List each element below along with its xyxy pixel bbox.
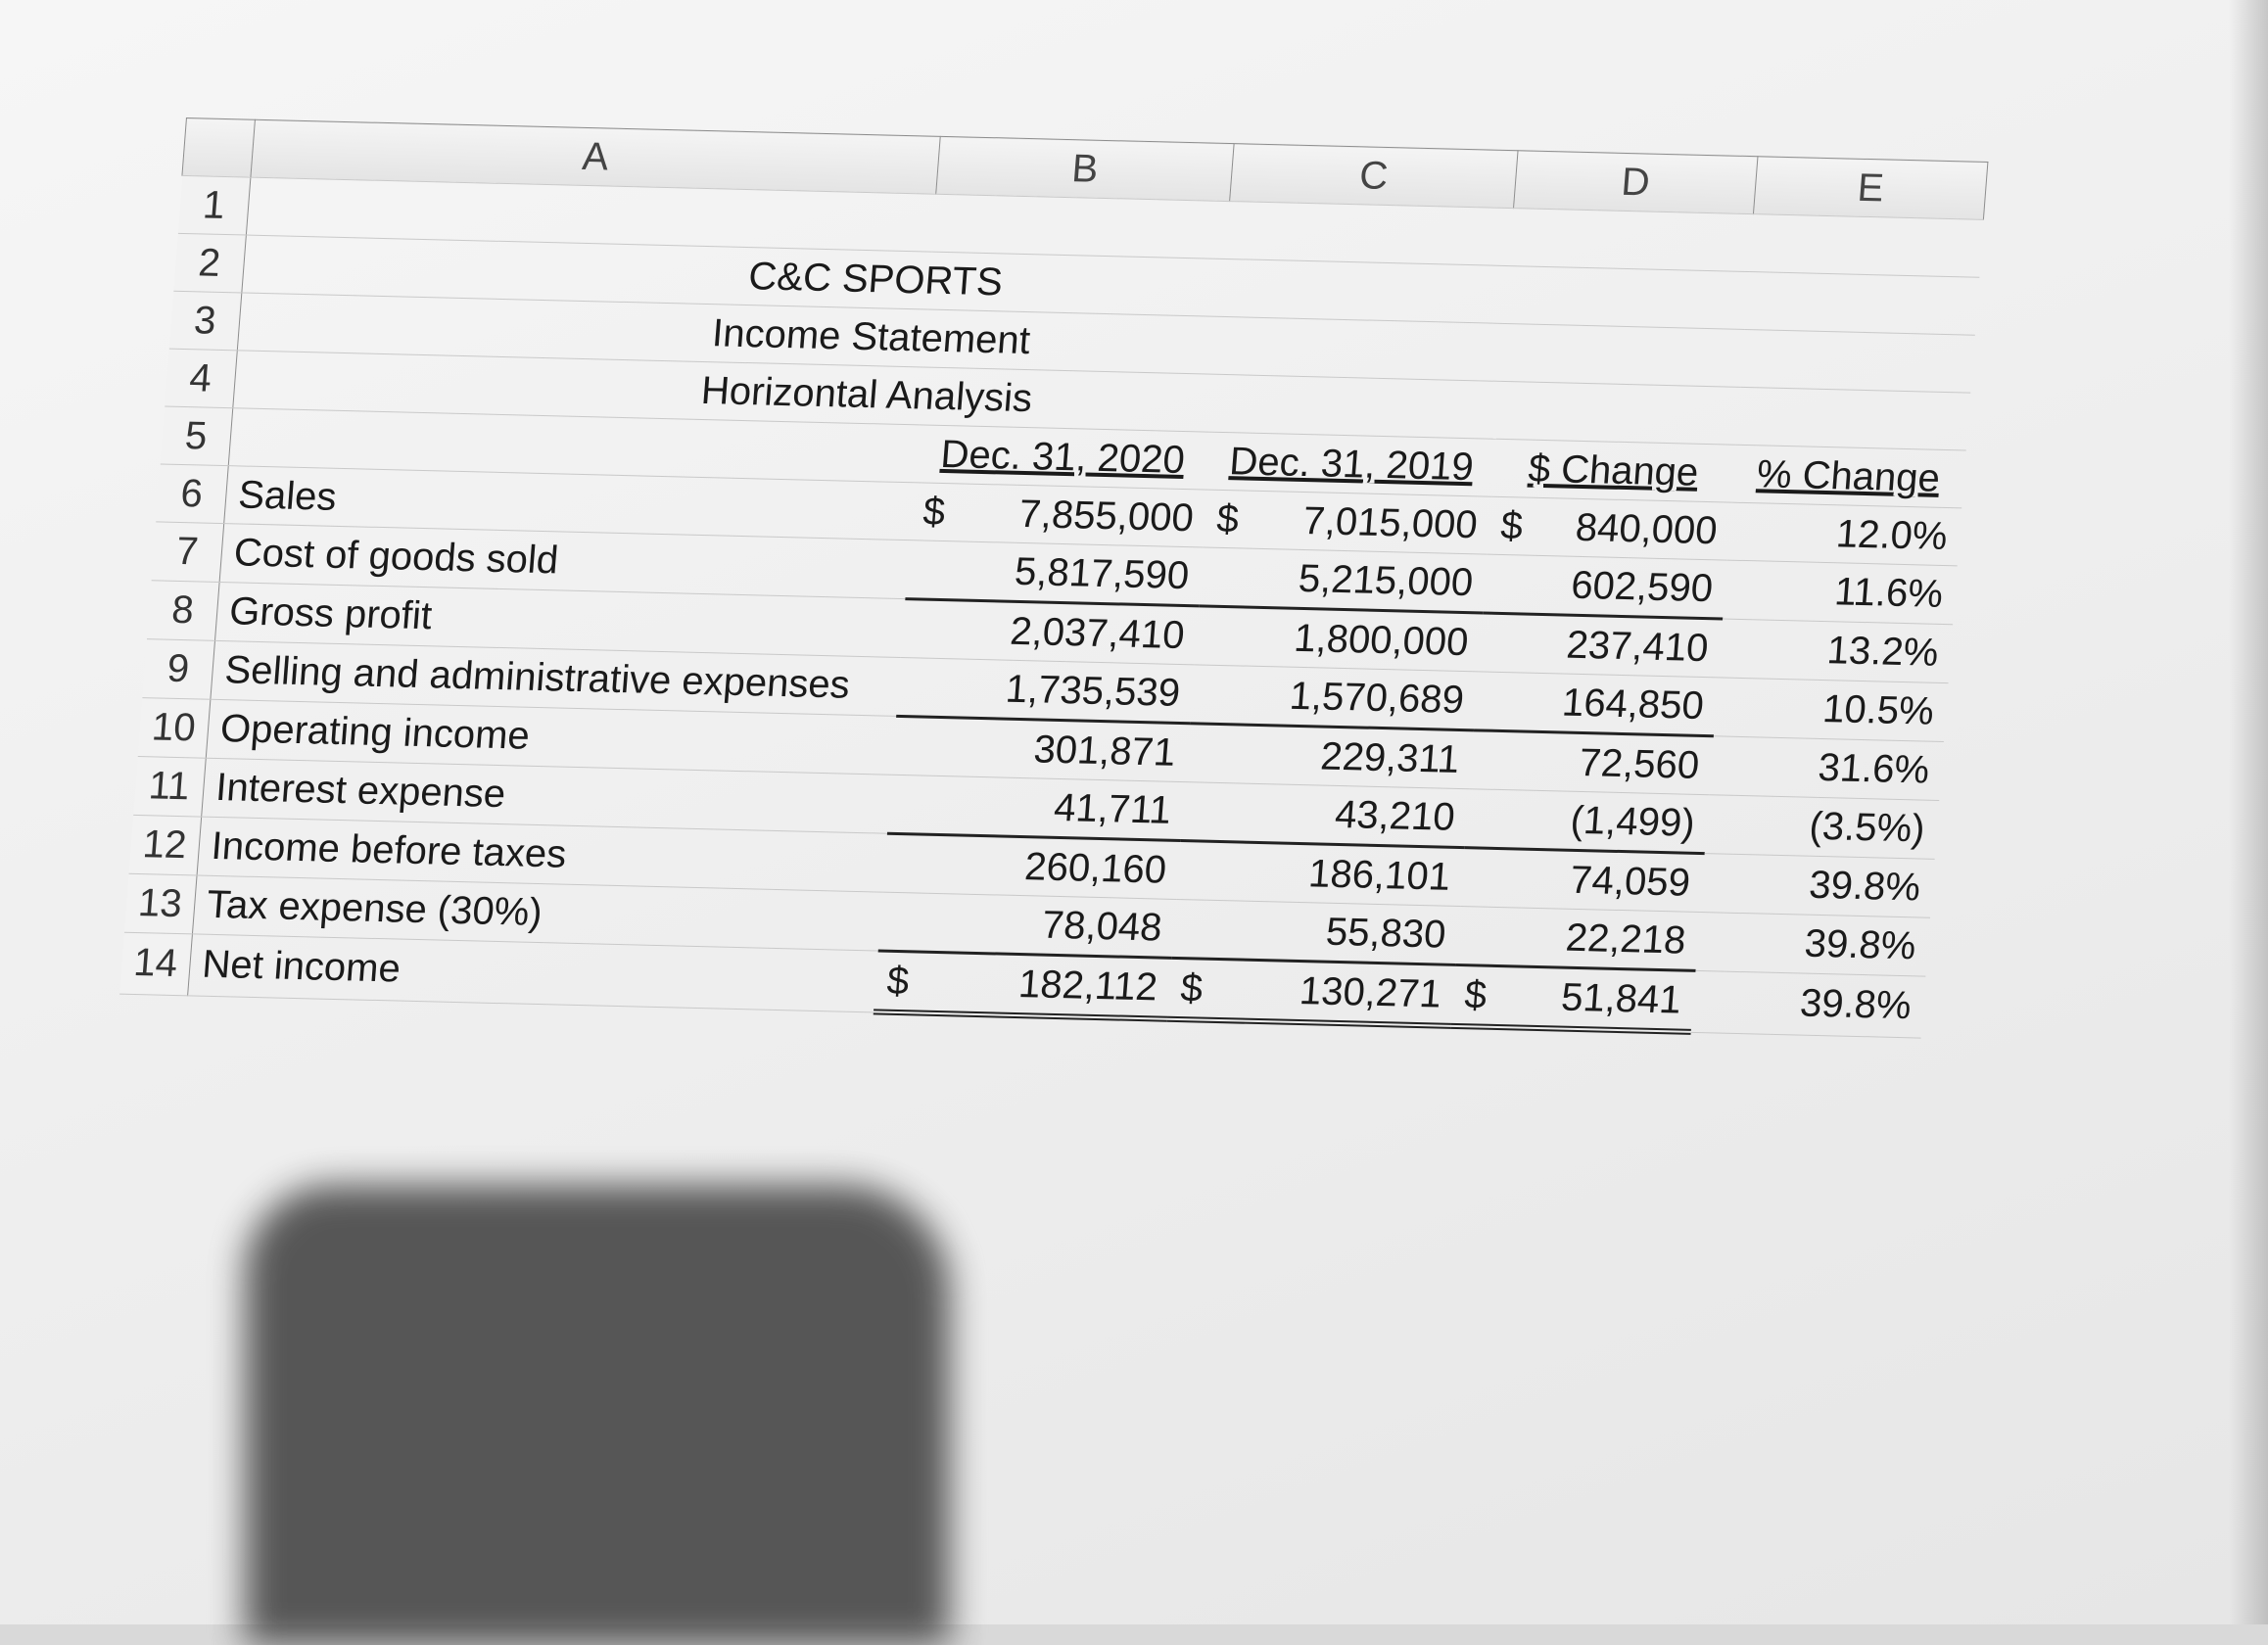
dollar-change: 51,841	[1559, 975, 1683, 1022]
value-2019: 130,271	[1298, 968, 1443, 1016]
value-cell-b[interactable]	[873, 951, 1171, 1019]
value-2020[interactable]: 260,160	[882, 833, 1181, 899]
company-title[interactable]: C&C SPORTS	[242, 235, 1509, 323]
percent-change[interactable]: 10.5%	[1713, 678, 1948, 742]
value-2020: 182,112	[1016, 962, 1159, 1009]
value-cell-d[interactable]	[1487, 496, 1730, 560]
value-2019[interactable]: 55,830	[1171, 899, 1460, 964]
row-number[interactable]: 2	[173, 233, 247, 293]
cell[interactable]	[1735, 387, 1969, 450]
currency-symbol: $	[1463, 972, 1488, 1017]
row-number[interactable]: 4	[165, 349, 238, 408]
value-2019: 7,015,000	[1301, 498, 1480, 546]
cell[interactable]	[1744, 272, 1978, 336]
row-number[interactable]: 12	[128, 815, 202, 875]
dollar-change: 840,000	[1574, 505, 1720, 552]
row-number[interactable]: 6	[156, 464, 229, 524]
spreadsheet	[118, 118, 1988, 1041]
currency-symbol: $	[1498, 503, 1525, 547]
cell[interactable]	[1500, 323, 1744, 387]
cell[interactable]	[1225, 202, 1513, 266]
percent-change[interactable]: 39.8%	[1700, 854, 1935, 918]
column-header-a[interactable]: A	[251, 119, 940, 194]
row-number[interactable]: 5	[160, 406, 233, 466]
column-header-d[interactable]: D	[1514, 151, 1758, 214]
spreadsheet-grid	[118, 118, 1989, 1041]
dollar-change[interactable]: 22,218	[1455, 907, 1700, 971]
line-item-label[interactable]: Selling and administrative expenses	[211, 640, 900, 716]
dollar-change[interactable]: 164,850	[1473, 672, 1718, 736]
line-item-label[interactable]: Gross profit	[214, 582, 904, 657]
value-2019[interactable]: 43,210	[1180, 782, 1469, 848]
cell[interactable]	[931, 194, 1229, 258]
line-item-label[interactable]: Sales	[224, 466, 914, 540]
currency-symbol: $	[1179, 965, 1205, 1010]
percent-change[interactable]: 12.0%	[1726, 502, 1961, 566]
value-2020[interactable]: 41,711	[886, 775, 1185, 840]
percent-change[interactable]: 39.8%	[1690, 970, 1925, 1037]
select-all-corner[interactable]	[182, 118, 256, 178]
value-2020[interactable]: 78,048	[877, 892, 1176, 958]
percent-change[interactable]: 11.6%	[1723, 560, 1958, 625]
column-header-c[interactable]: C	[1230, 144, 1518, 209]
value-cell-c[interactable]	[1203, 490, 1490, 554]
paper-edge	[2229, 0, 2268, 1624]
currency-symbol: $	[885, 959, 911, 1003]
header-dec-2020[interactable]: Dec. 31, 2020	[914, 425, 1211, 490]
cell[interactable]	[1495, 381, 1739, 445]
line-item-label[interactable]: Operating income	[206, 699, 895, 775]
currency-symbol: $	[1215, 496, 1241, 540]
header-dec-2019[interactable]: Dec. 31, 2019	[1207, 432, 1495, 496]
row-number[interactable]: 10	[137, 698, 211, 759]
percent-change[interactable]: 13.2%	[1718, 619, 1953, 683]
dollar-change[interactable]: 72,560	[1469, 730, 1714, 795]
header-percent-change[interactable]: % Change	[1731, 445, 1965, 508]
value-2019[interactable]: 1,570,689	[1190, 665, 1479, 730]
value-cell-d[interactable]	[1450, 964, 1695, 1031]
value-2020[interactable]: 1,735,539	[896, 657, 1195, 723]
currency-symbol: $	[921, 490, 947, 534]
cell[interactable]	[1504, 266, 1748, 330]
value-2019[interactable]: 186,101	[1176, 841, 1465, 907]
value-2020[interactable]: 301,871	[891, 716, 1190, 781]
line-item-label[interactable]: Interest expense	[202, 758, 891, 833]
row-number[interactable]: 7	[151, 522, 224, 583]
dollar-change[interactable]: 602,590	[1483, 554, 1727, 619]
dollar-change[interactable]: (1,499)	[1464, 789, 1709, 854]
dollar-change[interactable]: 237,410	[1478, 613, 1723, 678]
cell[interactable]	[1509, 209, 1753, 272]
value-2019[interactable]: 5,215,000	[1199, 547, 1488, 613]
value-2020[interactable]: 5,817,590	[905, 540, 1204, 606]
percent-change[interactable]: 31.6%	[1709, 736, 1944, 801]
value-cell-b[interactable]	[910, 483, 1207, 547]
line-item-label[interactable]: Tax expense (30%)	[192, 875, 881, 951]
row-number[interactable]: 13	[123, 873, 197, 934]
analysis-title[interactable]: Horizontal Analysis	[233, 351, 1500, 439]
row-number[interactable]: 3	[168, 291, 242, 351]
line-item-label[interactable]: Income before taxes	[197, 817, 886, 892]
value-2020: 7,855,000	[1017, 492, 1196, 540]
value-2019[interactable]: 1,800,000	[1194, 606, 1483, 672]
row-number[interactable]: 14	[119, 932, 193, 995]
cell[interactable]	[1740, 329, 1974, 393]
row-number[interactable]: 8	[147, 581, 220, 641]
column-header-e[interactable]: E	[1753, 157, 1987, 220]
row-number[interactable]: 1	[177, 175, 251, 235]
statement-title[interactable]: Income Statement	[237, 293, 1504, 381]
value-2019[interactable]: 229,311	[1185, 724, 1474, 789]
value-cell-c[interactable]	[1166, 958, 1455, 1025]
row-number[interactable]: 9	[142, 639, 215, 700]
percent-change[interactable]: (3.5%)	[1704, 795, 1939, 860]
row-number[interactable]: 11	[133, 756, 207, 817]
hand-shadow	[245, 1185, 950, 1645]
column-header-b[interactable]: B	[936, 136, 1234, 201]
line-item-label[interactable]: Net income	[188, 934, 878, 1012]
percent-change[interactable]: 39.8%	[1695, 913, 1930, 977]
dollar-change[interactable]: 74,059	[1460, 848, 1705, 913]
line-item-label[interactable]: Cost of goods sold	[219, 524, 909, 599]
cell[interactable]	[1749, 214, 1983, 278]
value-2020[interactable]: 2,037,410	[900, 599, 1199, 665]
header-dollar-change[interactable]: $ Change	[1491, 439, 1735, 502]
